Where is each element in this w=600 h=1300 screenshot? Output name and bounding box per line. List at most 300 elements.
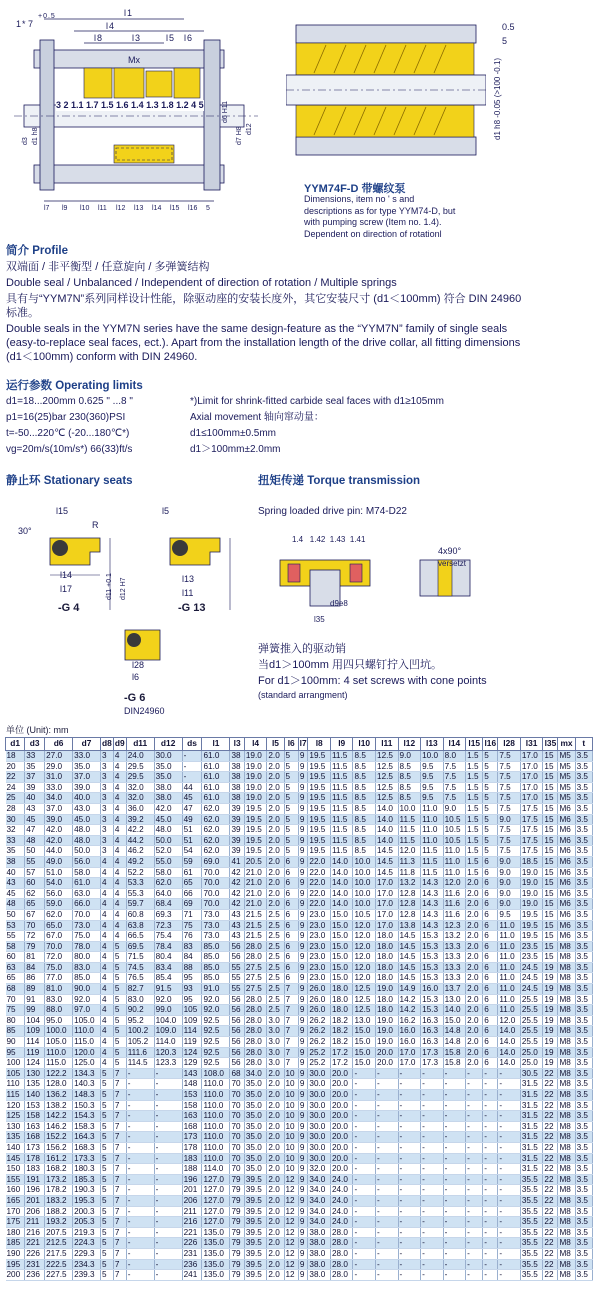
table-cell: 1.5 xyxy=(466,846,483,857)
table-cell: 30.0 xyxy=(308,1100,331,1111)
table-cell: 3.5 xyxy=(575,1005,592,1016)
table-cell: 23.0 xyxy=(308,973,331,984)
table-cell: 10.0 xyxy=(353,878,376,889)
table-cell: 15.3 xyxy=(421,931,444,942)
table-cell: 79 xyxy=(230,1259,244,1270)
table-cell: 57 xyxy=(25,867,45,878)
table-cell: 93 xyxy=(182,984,202,995)
table-cell: 185 xyxy=(6,1238,25,1249)
table-cell: - xyxy=(398,1111,421,1122)
table-cell: 17.5 xyxy=(520,803,543,814)
table-cell: 3.5 xyxy=(575,1068,592,1079)
table-cell: - xyxy=(466,1270,483,1281)
table-cell: 78.4 xyxy=(154,941,182,952)
table-cell: - xyxy=(376,1174,399,1185)
table-cell: - xyxy=(466,1100,483,1111)
table-cell: - xyxy=(126,1270,154,1281)
table-cell: M5 xyxy=(558,772,575,783)
table-cell: - xyxy=(398,1238,421,1249)
table-cell: 22 xyxy=(543,1217,558,1228)
table-cell: 37.0 xyxy=(45,803,73,814)
side-dim-d12: d12 xyxy=(246,123,253,135)
table-cell: 34.0 xyxy=(244,1068,267,1079)
table-cell: 7 xyxy=(113,1174,126,1185)
table-cell: 110.0 xyxy=(45,1047,73,1058)
table-cell: 153 xyxy=(182,1090,202,1101)
table-cell: 15.8 xyxy=(443,1047,466,1058)
table-cell: 47 xyxy=(25,825,45,836)
table-cell: 19.0 xyxy=(376,984,399,995)
table-cell: 70 xyxy=(230,1153,244,1164)
table-cell: 58 xyxy=(6,941,25,952)
table-cell: 15 xyxy=(543,782,558,793)
table-cell: 78.0 xyxy=(73,941,101,952)
table-cell: 56 xyxy=(230,1058,244,1069)
table-row xyxy=(6,856,593,867)
table-cell: 18 xyxy=(6,751,25,762)
table-cell: 18.0 xyxy=(376,952,399,963)
table-cell: 19 xyxy=(543,1058,558,1069)
table-cell: 62.0 xyxy=(45,909,73,920)
table-cell: 1.5 xyxy=(466,856,483,867)
table-cell: 110.0 xyxy=(202,1142,230,1153)
table-cell: 7 xyxy=(113,1185,126,1196)
table-cell: 66 xyxy=(182,888,202,899)
table-cell: 9.0 xyxy=(498,878,521,889)
table-cell: 9 xyxy=(298,1174,308,1185)
table-cell: 12 xyxy=(284,1248,298,1259)
table-cell: 10.5 xyxy=(443,835,466,846)
profile-line-en2: Double seals in the YYM7N series have the same design-feature as the “YYM7N” family of single seals (easy-to-replace seal faces, ect.). Apart from the installation length of the drive collar, all fitting dimensions (d1＜100mm) conform with DIN 24960. xyxy=(6,323,521,363)
table-cell: 22 xyxy=(543,1206,558,1217)
table-cell: 38 xyxy=(230,761,244,772)
table-cell: 70.0 xyxy=(202,867,230,878)
table-cell: 3.5 xyxy=(575,1132,592,1143)
column-header: d3 xyxy=(25,738,45,751)
table-row xyxy=(6,1026,593,1037)
table-cell: 135.0 xyxy=(202,1227,230,1238)
table-cell: 3.5 xyxy=(575,1217,592,1228)
seat-dim-l14: l14 xyxy=(60,570,73,580)
table-cell: 35.5 xyxy=(520,1227,543,1238)
table-cell: 7 xyxy=(113,1121,126,1132)
table-cell: - xyxy=(466,1164,483,1175)
table-cell: 2.5 xyxy=(267,962,284,973)
table-cell: 21.5 xyxy=(244,909,267,920)
table-cell: 29.5 xyxy=(126,761,154,772)
table-cell: 23.0 xyxy=(308,941,331,952)
table-cell: 1.5 xyxy=(466,835,483,846)
table-cell: 3 xyxy=(101,772,114,783)
table-cell: - xyxy=(483,1079,498,1090)
column-header: l1 xyxy=(202,738,230,751)
profile-line-cn2: 具有与“YYM7N”系列同样设计性能，除驱动座的安装长度外，其它安装尺寸 (d1＜100mm) 符合 DIN 24960 标准。 xyxy=(6,293,522,319)
main-seal-drawing xyxy=(14,5,258,215)
table-cell: M6 xyxy=(558,888,575,899)
table-cell: 129 xyxy=(182,1058,202,1069)
table-cell: 2.0 xyxy=(267,846,284,857)
table-cell: 2.0 xyxy=(267,878,284,889)
table-cell: 1.5 xyxy=(466,772,483,783)
table-cell: 9 xyxy=(298,846,308,857)
table-cell: 69.3 xyxy=(154,909,182,920)
table-cell: - xyxy=(466,1079,483,1090)
table-cell: 7.5 xyxy=(443,772,466,783)
table-cell: 7 xyxy=(113,1142,126,1153)
table-cell: - xyxy=(483,1185,498,1196)
table-cell: 142.2 xyxy=(45,1111,73,1122)
table-cell: 5 xyxy=(483,835,498,846)
table-cell: 5 xyxy=(101,1238,114,1249)
table-cell: 20.0 xyxy=(330,1121,353,1132)
table-cell: 11.5 xyxy=(330,782,353,793)
table-cell: 19.0 xyxy=(244,761,267,772)
table-cell: 75.0 xyxy=(73,931,101,942)
table-cell: 29.5 xyxy=(126,772,154,783)
table-cell: 28.0 xyxy=(244,952,267,963)
table-cell: 8.5 xyxy=(353,825,376,836)
table-cell: 12.0 xyxy=(353,920,376,931)
seat-dim-l11: l11 xyxy=(182,588,194,598)
table-cell: 11.0 xyxy=(421,814,444,825)
table-cell: 62.0 xyxy=(202,846,230,857)
screw-pump-drawing xyxy=(286,15,486,165)
table-cell: 81.0 xyxy=(45,984,73,995)
table-cell: 19.0 xyxy=(376,1037,399,1048)
table-cell: 7 xyxy=(284,1005,298,1016)
table-cell: 18.0 xyxy=(376,941,399,952)
table-cell: 28.0 xyxy=(330,1227,353,1238)
torque-cn1: 弹簧推入的驱动销 xyxy=(258,643,346,655)
table-cell: 2.5 xyxy=(267,909,284,920)
table-cell: M5 xyxy=(558,761,575,772)
table-cell: 2.0 xyxy=(267,1206,284,1217)
table-cell: 53.3 xyxy=(126,878,154,889)
table-cell: 2.0 xyxy=(267,1153,284,1164)
table-cell: 60 xyxy=(6,952,25,963)
table-cell: 20.0 xyxy=(330,1153,353,1164)
table-cell: 4 xyxy=(113,793,126,804)
table-cell: - xyxy=(443,1164,466,1175)
table-cell: 110.0 xyxy=(202,1100,230,1111)
table-cell: 11.0 xyxy=(498,962,521,973)
table-cell: 4 xyxy=(113,899,126,910)
table-cell: 92.5 xyxy=(202,1058,230,1069)
table-cell: 27.5 xyxy=(244,984,267,995)
table-cell: - xyxy=(466,1227,483,1238)
table-cell: 153 xyxy=(25,1100,45,1111)
table-cell: 15 xyxy=(543,867,558,878)
table-cell: 114 xyxy=(25,1037,45,1048)
table-cell: 105 xyxy=(6,1068,25,1079)
table-cell: 3.5 xyxy=(575,867,592,878)
table-cell: 39.5 xyxy=(244,1195,267,1206)
table-cell: 42 xyxy=(230,899,244,910)
table-cell: 9 xyxy=(298,825,308,836)
table-cell: 15.0 xyxy=(353,1058,376,1069)
table-cell: 2.5 xyxy=(267,984,284,995)
table-cell: 2.0 xyxy=(267,1100,284,1111)
table-cell: - xyxy=(126,1100,154,1111)
table-cell: 10 xyxy=(284,1121,298,1132)
table-cell: 31.5 xyxy=(520,1164,543,1175)
table-row xyxy=(6,1227,593,1238)
table-cell: 83 xyxy=(182,941,202,952)
table-cell: 115 xyxy=(6,1090,25,1101)
table-cell: - xyxy=(376,1132,399,1143)
table-cell: 14.5 xyxy=(398,952,421,963)
table-cell: - xyxy=(182,751,202,762)
table-cell: 170 xyxy=(6,1206,25,1217)
table-cell: 14.5 xyxy=(376,867,399,878)
table-cell: 17.0 xyxy=(376,888,399,899)
table-cell: 22 xyxy=(543,1111,558,1122)
table-row xyxy=(6,1185,593,1196)
table-cell: 9 xyxy=(298,1153,308,1164)
table-cell: 9 xyxy=(298,1005,308,1016)
table-cell: 28.0 xyxy=(244,1047,267,1058)
table-cell: 19.5 xyxy=(308,772,331,783)
table-cell: 32 xyxy=(6,825,25,836)
table-cell: 110.0 xyxy=(202,1079,230,1090)
label-din: DIN24960 xyxy=(124,706,165,716)
table-cell: 3.0 xyxy=(267,1026,284,1037)
table-cell: 52.2 xyxy=(126,867,154,878)
table-cell: 3.5 xyxy=(575,878,592,889)
table-cell: 9 xyxy=(298,1015,308,1026)
table-cell: 3.5 xyxy=(575,1026,592,1037)
table-cell: 45 xyxy=(6,888,25,899)
table-cell: 10 xyxy=(284,1068,298,1079)
torque-versetzt-text: versetzt xyxy=(438,559,467,568)
table-cell: 119 xyxy=(182,1037,202,1048)
table-cell: 6 xyxy=(483,909,498,920)
table-cell: 4 xyxy=(101,1005,114,1016)
table-cell: - xyxy=(443,1185,466,1196)
table-cell: 35.5 xyxy=(520,1206,543,1217)
table-cell: 26.0 xyxy=(308,994,331,1005)
table-cell: 5 xyxy=(113,1026,126,1037)
table-cell: 3.0 xyxy=(267,1037,284,1048)
table-cell: - xyxy=(126,1068,154,1079)
table-cell: 19 xyxy=(543,1037,558,1048)
stationary-heading: 静止环 Stationary seats xyxy=(6,475,133,487)
table-cell: 11.0 xyxy=(421,835,444,846)
table-cell: 62.0 xyxy=(202,803,230,814)
table-cell: 5 xyxy=(101,1090,114,1101)
table-cell: - xyxy=(154,1206,182,1217)
dim-l1: l1 xyxy=(124,8,134,18)
table-cell: 31.0 xyxy=(45,772,73,783)
table-cell: - xyxy=(154,1195,182,1206)
table-cell: 19 xyxy=(543,1005,558,1016)
table-cell: M8 xyxy=(558,1132,575,1143)
table-cell: 25.5 xyxy=(520,1005,543,1016)
table-cell: 6 xyxy=(284,856,298,867)
dim-l10: l10 xyxy=(80,205,90,212)
table-cell: 66.5 xyxy=(126,931,154,942)
table-cell: M8 xyxy=(558,994,575,1005)
table-cell: 38.0 xyxy=(154,793,182,804)
table-cell: 9 xyxy=(298,867,308,878)
column-header: l16 xyxy=(483,738,498,751)
screw-pump-title: YYM74F-D 带螺纹泵 xyxy=(304,183,406,195)
table-cell: 35.5 xyxy=(520,1270,543,1281)
table-cell: - xyxy=(443,1142,466,1153)
operating-right-0: *)Limit for shrink-fitted carbide seal faces with d1≥105mm xyxy=(190,396,444,407)
table-cell: 158 xyxy=(25,1111,45,1122)
table-cell: 34.0 xyxy=(45,793,73,804)
table-cell: 13.8 xyxy=(398,920,421,931)
table-cell: 3.5 xyxy=(575,920,592,931)
table-cell: 19 xyxy=(543,1015,558,1026)
torque-en1: For d1＞100mm: 4 set screws with cone points xyxy=(258,675,487,687)
table-cell: - xyxy=(154,1068,182,1079)
table-cell: 11.0 xyxy=(498,952,521,963)
table-cell: 14.3 xyxy=(421,878,444,889)
table-cell: 5 xyxy=(113,941,126,952)
table-cell: 15 xyxy=(543,941,558,952)
table-cell: 4 xyxy=(113,751,126,762)
table-cell: 20.0 xyxy=(330,1111,353,1122)
table-cell: 34.0 xyxy=(308,1174,331,1185)
table-cell: M8 xyxy=(558,1248,575,1259)
table-cell: 17.5 xyxy=(520,814,543,825)
table-cell: 46.2 xyxy=(126,846,154,857)
table-cell: 38 xyxy=(230,782,244,793)
table-cell: - xyxy=(498,1195,521,1206)
table-cell: 20.0 xyxy=(376,1047,399,1058)
table-cell: 85.0 xyxy=(202,941,230,952)
table-cell: 2.0 xyxy=(267,761,284,772)
table-cell: 168.3 xyxy=(73,1142,101,1153)
table-cell: 168 xyxy=(182,1121,202,1132)
table-cell: - xyxy=(376,1195,399,1206)
table-cell: M8 xyxy=(558,973,575,984)
table-cell: 7 xyxy=(284,994,298,1005)
table-cell: 21.0 xyxy=(244,899,267,910)
table-cell: 231 xyxy=(182,1248,202,1259)
table-cell: - xyxy=(353,1111,376,1122)
table-cell: 3.5 xyxy=(575,1238,592,1249)
table-cell: 14.5 xyxy=(398,941,421,952)
table-cell: 39.5 xyxy=(244,1259,267,1270)
table-cell: 20.0 xyxy=(330,1132,353,1143)
table-cell: - xyxy=(353,1270,376,1281)
table-cell: - xyxy=(154,1270,182,1281)
table-cell: 95 xyxy=(6,1047,25,1058)
table-cell: 3.5 xyxy=(575,899,592,910)
table-cell: 5 xyxy=(284,835,298,846)
table-cell: 8.5 xyxy=(353,803,376,814)
table-cell: 5 xyxy=(101,1132,114,1143)
table-cell: - xyxy=(483,1164,498,1175)
table-cell: 205.3 xyxy=(73,1217,101,1228)
table-cell: 114.5 xyxy=(126,1058,154,1069)
table-cell: 135 xyxy=(6,1132,25,1143)
column-header: d8 xyxy=(101,738,114,751)
operating-left-2: t=-50...220℃ (-20...180℃*) xyxy=(6,428,130,439)
table-cell: - xyxy=(126,1121,154,1132)
table-cell: - xyxy=(421,1153,444,1164)
table-cell: 7 xyxy=(113,1068,126,1079)
table-cell: 16.0 xyxy=(421,984,444,995)
table-cell: 14.5 xyxy=(398,962,421,973)
table-row xyxy=(6,920,593,931)
table-cell: M6 xyxy=(558,920,575,931)
torque-heading: 扭矩传递 Torque transmission xyxy=(258,475,421,487)
table-cell: 146.2 xyxy=(45,1121,73,1132)
table-cell: 9 xyxy=(298,952,308,963)
table-cell: 14.0 xyxy=(330,888,353,899)
table-cell: 17.0 xyxy=(376,878,399,889)
table-cell: 2.0 xyxy=(466,931,483,942)
table-cell: 17.0 xyxy=(376,899,399,910)
table-cell: 83.0 xyxy=(73,962,101,973)
table-cell: 127.0 xyxy=(202,1185,230,1196)
table-cell: 14.3 xyxy=(421,899,444,910)
table-cell: 11.0 xyxy=(498,984,521,995)
right-dim-d1: d1 h8 -0.05 (>100 -0.1) xyxy=(493,57,502,140)
table-cell: 231 xyxy=(25,1259,45,1270)
table-row xyxy=(6,793,593,804)
table-cell: 110.0 xyxy=(202,1132,230,1143)
table-cell: 25.0 xyxy=(520,1047,543,1058)
dim-l11: l11 xyxy=(98,205,107,212)
dim-5: 5 xyxy=(206,205,210,212)
table-cell: 33.0 xyxy=(73,751,101,762)
table-cell: 19.0 xyxy=(520,867,543,878)
table-cell: - xyxy=(376,1185,399,1196)
table-cell: 7.5 xyxy=(443,761,466,772)
table-cell: 3.5 xyxy=(575,1259,592,1270)
table-cell: 25 xyxy=(6,793,25,804)
table-cell: 5 xyxy=(113,1005,126,1016)
table-cell: 3.5 xyxy=(575,962,592,973)
table-cell: 11.6 xyxy=(443,909,466,920)
torque-pin: Spring loaded drive pin: M74-D22 xyxy=(258,506,407,517)
table-cell: 19.0 xyxy=(244,751,267,762)
table-cell: 14.0 xyxy=(376,825,399,836)
table-cell: 7.5 xyxy=(498,846,521,857)
table-cell: 5 xyxy=(483,803,498,814)
table-cell: - xyxy=(398,1100,421,1111)
table-cell: 6 xyxy=(284,952,298,963)
table-cell: 11.0 xyxy=(421,825,444,836)
table-cell: 104.0 xyxy=(154,1015,182,1026)
table-cell: 30.0 xyxy=(308,1111,331,1122)
table-cell: 28.0 xyxy=(330,1259,353,1270)
table-cell: 14.0 xyxy=(330,878,353,889)
dim-l3: l3 xyxy=(132,33,142,43)
table-cell: 92.0 xyxy=(154,994,182,1005)
table-cell: 88 xyxy=(182,962,202,973)
table-cell: 3 xyxy=(101,782,114,793)
table-cell: - xyxy=(398,1142,421,1153)
table-cell: 27.5 xyxy=(244,973,267,984)
dim-l8: l8 xyxy=(94,33,104,43)
table-cell: - xyxy=(421,1121,444,1132)
table-row xyxy=(6,888,593,899)
table-cell: 8.0 xyxy=(443,751,466,762)
table-cell: 14.0 xyxy=(498,1037,521,1048)
table-cell: 48.0 xyxy=(73,835,101,846)
table-cell: 160 xyxy=(6,1185,25,1196)
table-cell: 38 xyxy=(230,751,244,762)
table-cell: 211 xyxy=(25,1217,45,1228)
table-cell: 59 xyxy=(182,856,202,867)
table-cell: 24.0 xyxy=(330,1206,353,1217)
